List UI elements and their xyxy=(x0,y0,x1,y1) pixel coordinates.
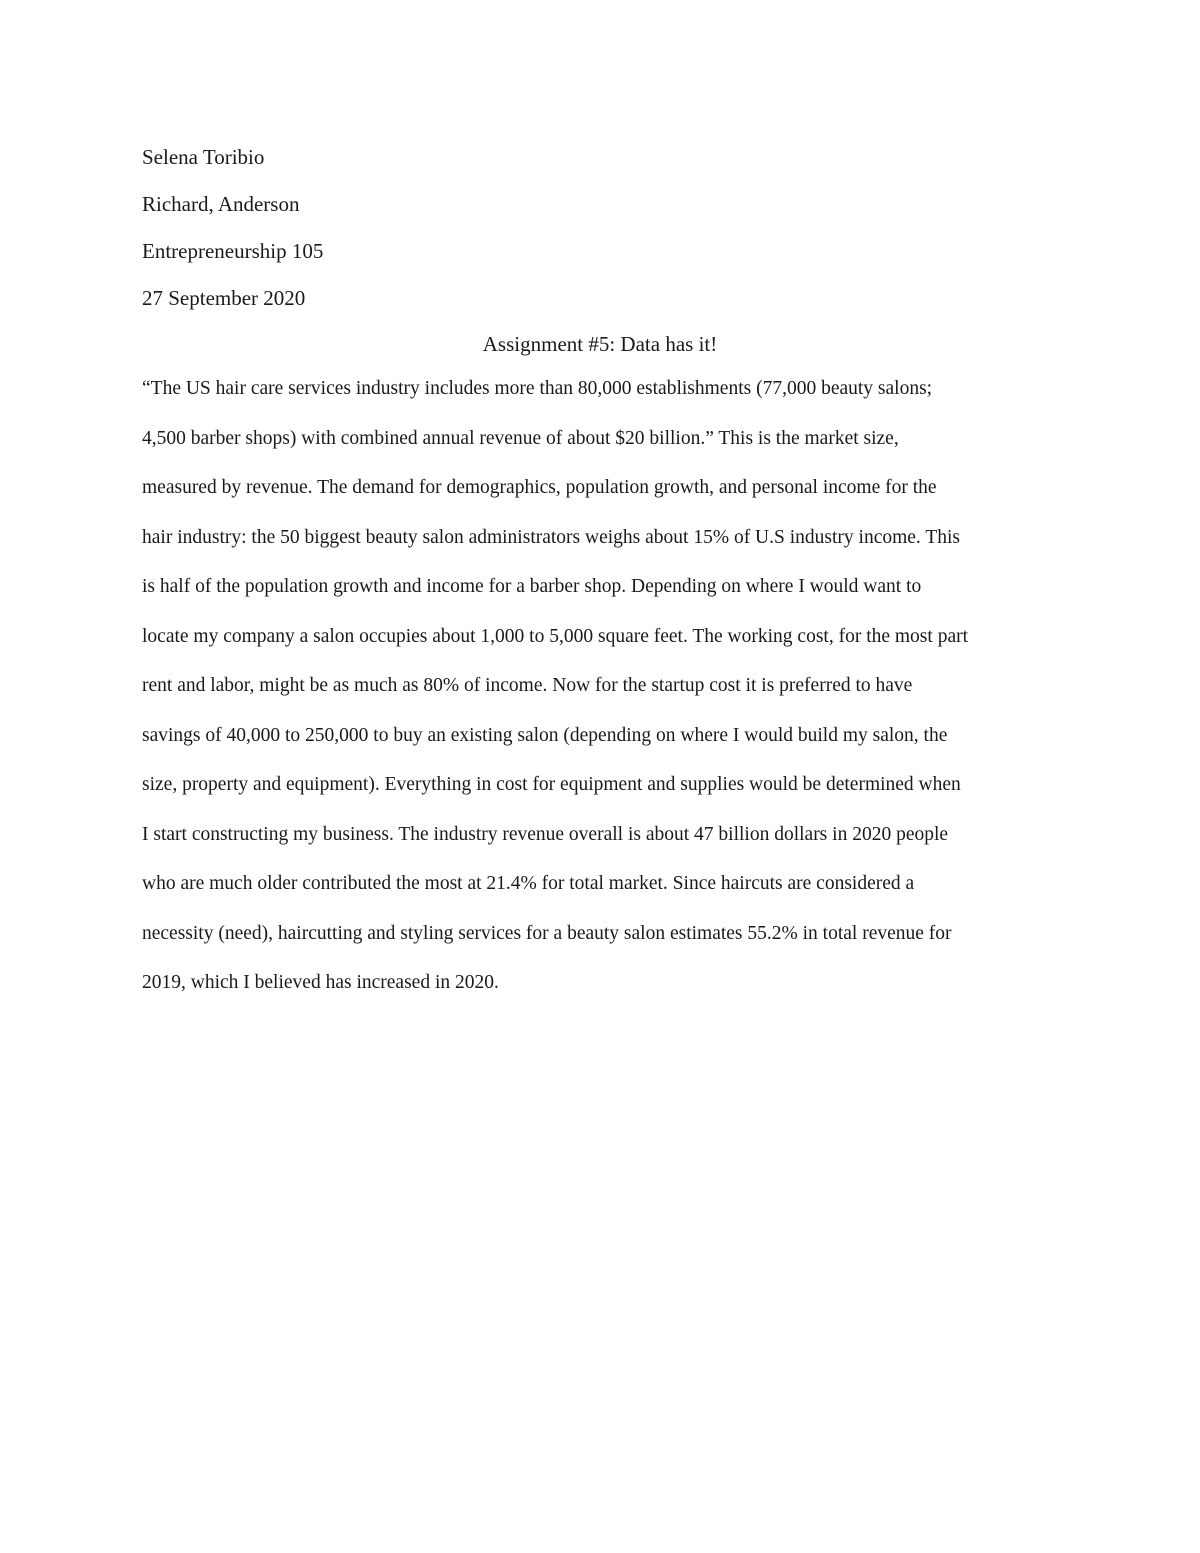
body-line: locate my company a salon occupies about 1,000 to 5,000 square feet. The working cost, for the most part xyxy=(142,625,969,647)
body-line: size, property and equipment). Everything in cost for equipment and supplies would be determined when xyxy=(142,774,961,795)
body-line: savings of 40,000 to 250,000 to buy an existing salon (depending on where I would build my salon, the xyxy=(142,724,948,746)
body-line: 2019, which I believed has increased in 2020. xyxy=(142,972,499,993)
body-line: who are much older contributed the most at 21.4% for total market. Since haircuts are considered a xyxy=(142,873,915,894)
body-line: 4,500 barber shops) with combined annual revenue of about $20 billion.” This is the market size, xyxy=(142,427,899,449)
body-line: is half of the population growth and income for a barber shop. Depending on where I would want to xyxy=(142,576,922,597)
body-line: I start constructing my business. The industry revenue overall is about 47 billion dollars in 2020 people xyxy=(142,823,949,845)
body-line: necessity (need), haircutting and styling services for a beauty salon estimates 55.2% in total revenue for xyxy=(142,922,952,944)
document-title: Assignment #5: Data has it! xyxy=(482,332,718,356)
instructor-name: Richard, Anderson xyxy=(142,192,300,216)
body-line: “The US hair care services industry includes more than 80,000 establishments (77,000 beauty salons; xyxy=(142,378,933,399)
document-date: 27 September 2020 xyxy=(142,286,306,310)
course-name: Entrepreneurship 105 xyxy=(142,239,324,263)
body-line: rent and labor, might be as much as 80% of income. Now for the startup cost it is preferred to have xyxy=(142,675,913,696)
author-name: Selena Toribio xyxy=(142,145,265,169)
body-line: hair industry: the 50 biggest beauty salon administrators weighs about 15% of U.S industry income. This xyxy=(142,526,960,548)
body-paragraph xyxy=(142,376,1072,1020)
body-line: measured by revenue. The demand for demographics, population growth, and personal income for the xyxy=(142,477,937,498)
